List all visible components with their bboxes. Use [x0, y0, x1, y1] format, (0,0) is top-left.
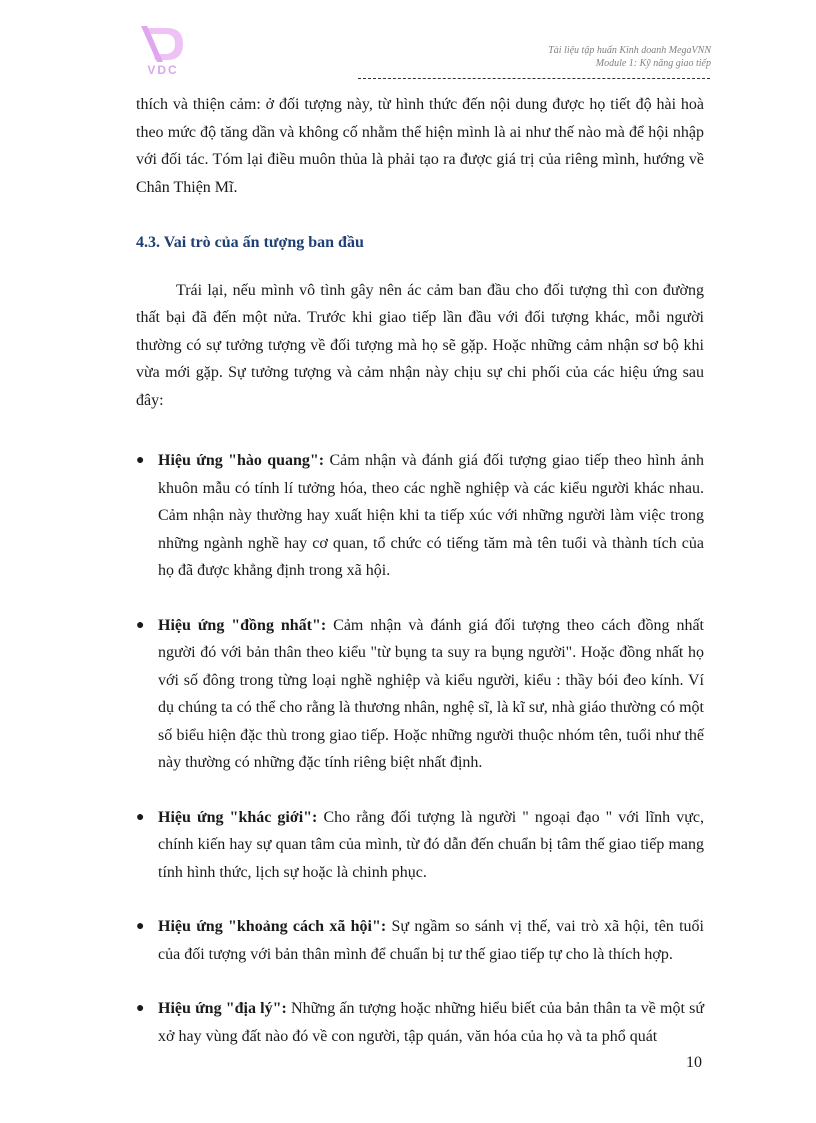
- list-item: [136, 804, 704, 887]
- bullet-icon: ●: [136, 617, 145, 633]
- list-item: [136, 913, 704, 968]
- section-heading: 4.3. Vai trò của ấn tượng ban đầu: [136, 234, 364, 251]
- list-item: [136, 612, 704, 777]
- header-title: [548, 44, 711, 70]
- header-line-2: Module 1: Kỹ năng giao tiếp: [595, 58, 711, 69]
- section-paragraph: Trái lại, nếu mình vô tình gây nên ác cảm ban đầu cho đối tượng thì con đường thất bại đã đến một nửa. Trước khi giao tiếp lần đầu với đối tượng khác, mỗi người thường có sự tưởng tượng về đối tượng mà họ sẽ gặp. Hoặc những cảm nhận sơ bộ khi vừa mới gặp. Sự tưởng tượng và cảm nhận này chịu sự chi phối của các hiệu ứng sau đây:: [136, 281, 704, 409]
- bullet-icon: ●: [136, 809, 145, 825]
- page-number: 10: [686, 1054, 702, 1071]
- effect-description: Cho rằng đối tượng là người " ngoại đạo " với lĩnh vực, chính kiến hay sự quan tâm của mình, từ đó dẫn đến chuẩn bị tâm thế giao tiếp mang tính hình thức, lịch sự hoặc là chinh phục.: [158, 808, 705, 881]
- effect-term: Hiệu ứng "khoảng cách xã hội":: [158, 918, 387, 935]
- effect-term: Hiệu ứng "khác giới":: [158, 808, 318, 826]
- logo-text: VDC: [147, 63, 179, 77]
- document-body: [136, 91, 704, 1050]
- effects-list: [136, 447, 704, 1050]
- effect-description: Cảm nhận và đánh giá đối tượng giao tiếp theo hình ảnh khuôn mẫu có tính lí tưởng hóa, theo các nghề nghiệp và các kiểu người khác nhau. Cảm nhận này thường hay xuất hiện khi ta tiếp xúc với những người làm việc trong những ngành nghề hay cơ quan, tổ chức có tiếng tăm mà tên tuổi và thành tích của họ đã được khẳng định trong xã hội.: [158, 452, 705, 579]
- bullet-icon: ●: [136, 453, 145, 468]
- header-divider: [358, 78, 710, 79]
- effect-description: Sự ngầm so sánh vị thế, vai trò xã hội, tên tuổi của đối tượng với bản thân mình để chuẩn bị tư thế giao tiếp tự cho là thích hợp.: [158, 918, 705, 963]
- list-item: [136, 995, 704, 1050]
- effect-description: Những ấn tượng hoặc những hiểu biết của bản thân ta về một sứ xở hay vùng đất nào đó về con người, tập quán, văn hóa của họ và ta phổ quát: [158, 1000, 704, 1045]
- effect-term: Hiệu ứng "đồng nhất":: [158, 616, 327, 634]
- effect-term: Hiệu ứng "địa lý":: [158, 1000, 287, 1017]
- list-item: [136, 447, 704, 585]
- header-line-1: Tài liệu tập huấn Kinh doanh MegaVNN: [548, 45, 711, 56]
- effect-description: Cảm nhận và đánh giá đối tượng theo cách đồng nhất người đó với bản thân theo kiểu "từ bụng ta suy ra bụng người". Hoặc đồng nhất họ với số đông trong từng loại nghề nghiệp và kiểu người, kiểu : thầy bói đeo kính. Ví dụ chúng ta có thể cho rằng là thương nhân, nghệ sĩ, là kĩ sư, nhà giáo thường có một số biểu hiện đặc thù trong giao tiếp. Hoặc những người thuộc nhóm tên, tuổi như thế này thường có những đặc tính riêng biệt nhất định.: [158, 616, 704, 771]
- intro-paragraph: thích và thiện cảm: ở đối tượng này, từ hình thức đến nội dung được họ tiết độ hài hoà theo mức độ tăng dần và không cố nhằm thể hiện mình là ai như thế nào mà để hội nhập với đối tác. Tóm lại điều muôn thủa là phải tạo ra được giá trị của riêng mình, hướng về Chân Thiện Mĩ.: [136, 96, 704, 196]
- bullet-icon: ●: [136, 1001, 145, 1016]
- bullet-icon: ●: [136, 919, 145, 934]
- effect-term: Hiệu ứng "hào quang":: [158, 452, 325, 469]
